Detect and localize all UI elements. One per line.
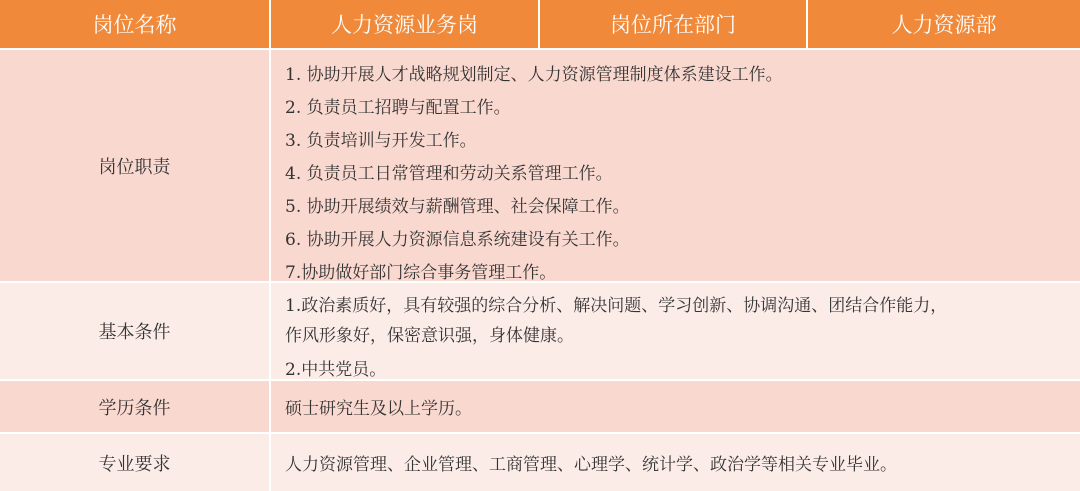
basic-conditions-content: [271, 283, 1080, 379]
header-cell-department-label: 岗位所在部门: [540, 0, 806, 48]
duties-row: [0, 50, 1080, 281]
duty-item: 5. 协助开展绩效与薪酬管理、社会保障工作。: [285, 197, 630, 217]
duties-label: 岗位职责: [0, 50, 269, 281]
duty-item: 7.协助做好部门综合事务管理工作。: [285, 263, 557, 283]
duty-item: 6. 协助开展人力资源信息系统建设有关工作。: [285, 230, 630, 250]
duties-content: [271, 50, 1080, 281]
header-cell-department-value: 人力资源部: [808, 0, 1080, 48]
header-cell-position-name-label: 岗位名称: [0, 0, 269, 48]
education-label: 学历条件: [0, 381, 269, 432]
education-row: [0, 381, 1080, 432]
condition-item: 2.中共党员。: [285, 360, 387, 380]
basic-conditions-row: [0, 283, 1080, 379]
basic-conditions-label: 基本条件: [0, 283, 269, 379]
duty-item: 1. 协助开展人才战略规划制定、人力资源管理制度体系建设工作。: [285, 65, 783, 85]
condition-item: 1.政治素质好，具有较强的综合分析、解决问题、学习创新、协调沟通、团结合作能力，: [285, 296, 948, 316]
education-content: 硕士研究生及以上学历。: [271, 381, 1080, 432]
duty-item: 4. 负责员工日常管理和劳动关系管理工作。: [285, 164, 613, 184]
major-content: 人力资源管理、企业管理、工商管理、心理学、统计学、政治学等相关专业毕业。: [271, 434, 1080, 491]
header-cell-position-name-value: 人力资源业务岗: [271, 0, 538, 48]
duty-item: 3. 负责培训与开发工作。: [285, 131, 477, 151]
major-row: [0, 434, 1080, 491]
major-label: 专业要求: [0, 434, 269, 491]
condition-item: 作风形象好，保密意识强，身体健康。: [285, 326, 574, 346]
duty-item: 2. 负责员工招聘与配置工作。: [285, 98, 511, 118]
